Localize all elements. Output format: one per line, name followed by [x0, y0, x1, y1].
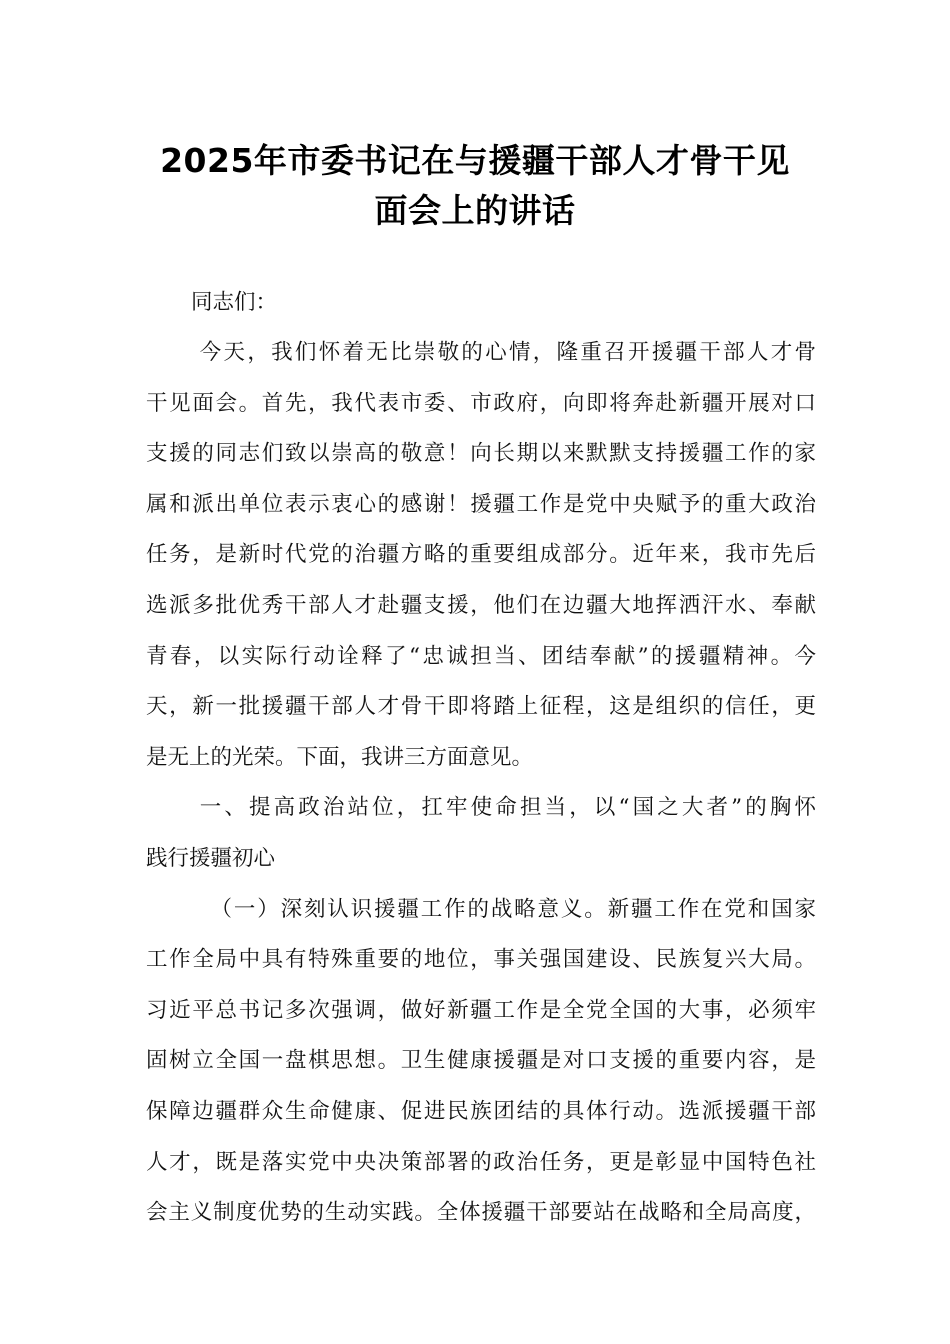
- body-line: 固树立全国一盘棋思想。卫生健康援疆是对口支援的重要内容，是: [146, 1048, 816, 1073]
- body-line: 会主义制度优势的生动实践。全体援疆干部要站在战略和全局高度，: [146, 1200, 816, 1225]
- body-line: 干见面会。首先，我代表市委、市政府，向即将奔赴新疆开展对口: [146, 391, 816, 416]
- body-line: 天，新一批援疆干部人才骨干即将踏上征程，这是组织的信任，更: [146, 694, 816, 719]
- document-title-line-2: 面会上的讲话: [374, 191, 576, 230]
- body-line: 属和派出单位表示衷心的感谢！援疆工作是党中央赋予的重大政治: [146, 492, 816, 517]
- document-title-line-1: 2025年市委书记在与援疆干部人才骨干见: [160, 141, 790, 180]
- body-line: 践行援疆初心: [146, 846, 276, 871]
- body-line: 支援的同志们致以崇高的敬意！向长期以来默默支持援疆工作的家: [146, 441, 816, 466]
- body-line: 一、提高政治站位，扛牢使命担当，以“国之大者”的胸怀: [199, 795, 816, 820]
- body-line: 选派多批优秀干部人才赴疆支援，他们在边疆大地挥洒汗水、奉献: [146, 593, 816, 618]
- body-line: 今天，我们怀着无比崇敬的心情，隆重召开援疆干部人才骨: [199, 340, 816, 365]
- body-line: （一）深刻认识援疆工作的战略意义。新疆工作在党和国家: [210, 897, 816, 922]
- body-line: 习近平总书记多次强调，做好新疆工作是全党全国的大事，必须牢: [146, 998, 816, 1023]
- body-line: 工作全局中具有特殊重要的地位，事关强国建设、民族复兴大局。: [146, 947, 816, 972]
- body-line: 任务，是新时代党的治疆方略的重要组成部分。近年来，我市先后: [146, 542, 816, 567]
- body-line: 保障边疆群众生命健康、促进民族团结的具体行动。选派援疆干部: [146, 1099, 816, 1124]
- salutation: 同志们：: [191, 290, 278, 315]
- body-line: 青春，以实际行动诠释了“忠诚担当、团结奉献”的援疆精神。今: [146, 644, 816, 669]
- body-line: 是无上的光荣。下面，我讲三方面意见。: [146, 745, 534, 770]
- body-line: 人才，既是落实党中央决策部署的政治任务，更是彰显中国特色社: [146, 1150, 816, 1175]
